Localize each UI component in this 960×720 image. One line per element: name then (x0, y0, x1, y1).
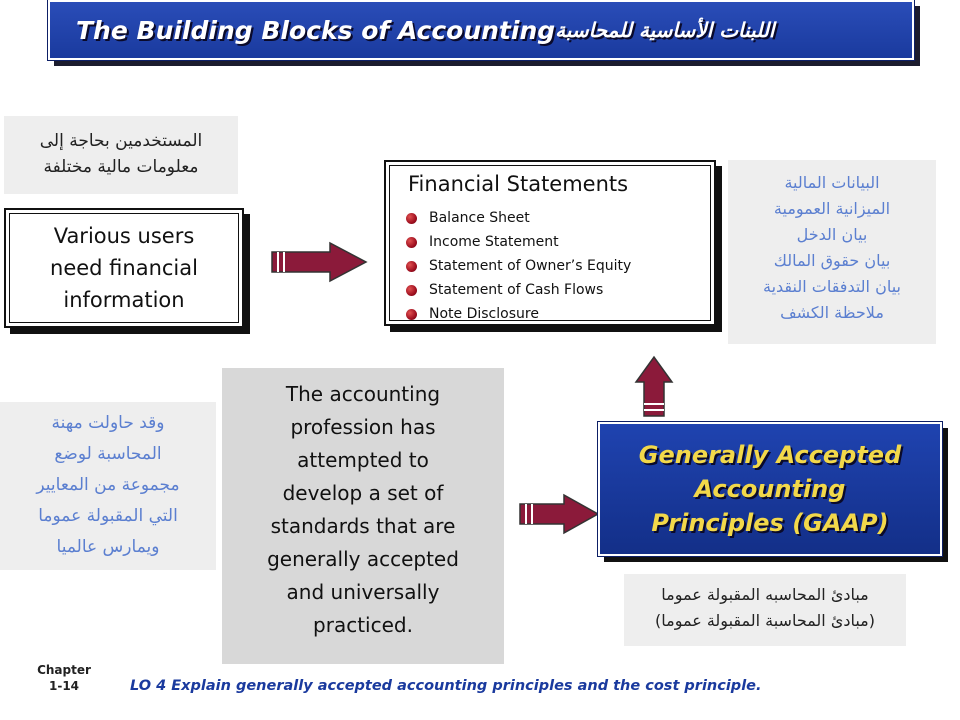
profession-line: standards that are (270, 514, 456, 538)
profession-line: develop a set of (282, 481, 444, 505)
profession-line: and universally (286, 580, 440, 604)
profession-line: attempted to (297, 448, 429, 472)
profession-line: The accounting (285, 382, 441, 406)
learning-objective: LO 4 Explain generally accepted accounting principles and the cost principle. (130, 678, 762, 694)
users-box-text (6, 220, 242, 316)
arrow-right-icon (270, 242, 370, 282)
financial-statements-arabic-note (728, 160, 936, 344)
bullet-icon (406, 309, 417, 320)
users-box-line: need financial (50, 256, 198, 280)
list-item-label: Balance Sheet (429, 210, 530, 226)
list-item (406, 302, 631, 326)
financial-statements-arabic-line: الميزانية العمومية (773, 199, 891, 218)
profession-arabic-line: مجموعة من المعايير (36, 475, 180, 495)
list-item-label: Note Disclosure (429, 306, 539, 322)
list-item-label: Income Statement (429, 234, 559, 250)
list-item (406, 206, 631, 230)
users-box (4, 208, 244, 328)
users-arabic-line: المستخدمين بحاجة إلى (39, 131, 203, 151)
profession-arabic-line: التي المقبولة عموما (38, 506, 178, 526)
financial-statements-arabic-line: بيان حقوق المالك (773, 251, 891, 270)
gaap-line: Accounting (694, 475, 846, 503)
bullet-icon (406, 285, 417, 296)
title-english: The Building Blocks of Accounting (76, 15, 556, 45)
list-item (406, 278, 631, 302)
list-item (406, 230, 631, 254)
bullet-icon (406, 261, 417, 272)
chapter-label (34, 662, 94, 694)
gaap-line: Generally Accepted (638, 441, 902, 469)
chapter-label-text: Chapter (37, 663, 91, 677)
chapter-number: 1-14 (48, 679, 80, 693)
title-arabic: اللبنات الأساسية للمحاسبة (555, 18, 775, 42)
gaap-arabic-line: مبادئ المحاسبه المقبولة عموما (661, 585, 869, 604)
profession-line: generally accepted (267, 547, 459, 571)
financial-statements-arabic-line: البيانات المالية (784, 173, 880, 192)
profession-arabic-line: ويمارس عالميا (56, 537, 160, 557)
gaap-text (600, 438, 940, 540)
bullet-icon (406, 237, 417, 248)
profession-box (222, 368, 504, 664)
profession-line: profession has (290, 415, 436, 439)
users-box-line: Various users (53, 224, 195, 248)
users-arabic-line: معلومات مالية مختلفة (43, 157, 199, 177)
users-box-line: information (63, 288, 185, 312)
financial-statements-list (406, 206, 631, 326)
profession-arabic-line: وقد حاولت مهنة (51, 413, 165, 433)
financial-statements-heading: Financial Statements (408, 172, 629, 196)
arrow-right-icon (518, 494, 600, 534)
financial-statements-arabic-line: بيان الدخل (796, 225, 868, 244)
bullet-icon (406, 213, 417, 224)
financial-statements-arabic-line: ملاحظة الكشف (780, 303, 884, 322)
title-banner (48, 0, 914, 60)
gaap-box (598, 422, 942, 556)
list-item-label: Statement of Cash Flows (429, 282, 604, 298)
list-item (406, 254, 631, 278)
profession-line: practiced. (313, 613, 413, 637)
gaap-arabic-note (624, 574, 906, 646)
gaap-line: Principles (GAAP) (651, 509, 889, 537)
list-item-label: Statement of Owner’s Equity (429, 258, 632, 274)
profession-arabic-note (0, 402, 216, 570)
financial-statements-box (384, 160, 716, 326)
gaap-arabic-line: (مبادئ المحاسبة المقبولة عموما) (655, 611, 875, 630)
financial-statements-arabic-line: بيان التدفقات النقدية (763, 277, 901, 296)
arrow-up-icon (636, 356, 672, 418)
users-arabic-note (4, 116, 238, 194)
profession-arabic-line: المحاسبة لوضع (54, 444, 162, 464)
